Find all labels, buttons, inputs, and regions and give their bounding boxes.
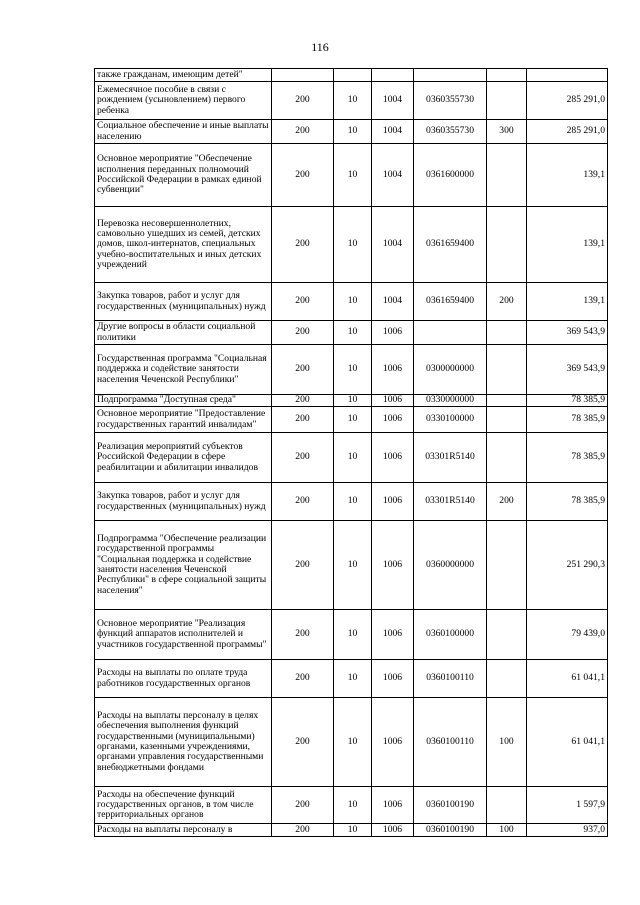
row-vr-cell xyxy=(487,610,527,660)
row-vr-cell xyxy=(487,144,527,207)
row-sum-cell xyxy=(527,69,608,82)
row-csr-cell: 0361659400 xyxy=(414,283,487,321)
row-rz-cell: 10 xyxy=(334,144,372,207)
row-csr-cell: 0360100190 xyxy=(414,824,487,837)
row-sum-cell: 139,1 xyxy=(527,144,608,207)
row-vr-cell: 300 xyxy=(487,120,527,144)
row-ved-cell: 200 xyxy=(272,321,334,345)
row-pr-cell: 1006 xyxy=(372,824,414,837)
row-csr-cell: 0360355730 xyxy=(414,82,487,120)
table-row xyxy=(95,69,608,82)
row-name-cell: Подпрограмма "Доступная среда" xyxy=(95,395,272,407)
page-number: 116 xyxy=(311,40,329,54)
row-ved-cell: 200 xyxy=(272,521,334,610)
row-name-cell: Расходы на обеспечение функций государственных органов, в том числе территориальных органов xyxy=(95,787,272,824)
row-ved-cell: 200 xyxy=(272,698,334,787)
budget-table xyxy=(94,68,608,837)
table-row xyxy=(95,483,608,521)
table-row xyxy=(95,660,608,698)
row-ved-cell: 200 xyxy=(272,345,334,395)
row-ved-cell: 200 xyxy=(272,660,334,698)
row-sum-cell: 285 291,0 xyxy=(527,82,608,120)
row-ved-cell: 200 xyxy=(272,787,334,824)
row-pr-cell: 1006 xyxy=(372,395,414,407)
row-csr-cell: 0330000000 xyxy=(414,395,487,407)
row-name-cell: Закупка товаров, работ и услуг для государственных (муниципальных) нужд xyxy=(95,283,272,321)
row-sum-cell: 251 290,3 xyxy=(527,521,608,610)
row-rz-cell: 10 xyxy=(334,321,372,345)
row-sum-cell: 79 439,0 xyxy=(527,610,608,660)
row-csr-cell: 03301R5140 xyxy=(414,483,487,521)
row-pr-cell: 1004 xyxy=(372,144,414,207)
row-pr-cell: 1006 xyxy=(372,321,414,345)
row-ved-cell: 200 xyxy=(272,395,334,407)
row-pr-cell: 1006 xyxy=(372,483,414,521)
table-row xyxy=(95,395,608,407)
row-name-cell: Социальное обеспечение и иные выплаты населению xyxy=(95,120,272,144)
row-vr-cell xyxy=(487,82,527,120)
row-vr-cell: 100 xyxy=(487,824,527,837)
row-csr-cell: 0360355730 xyxy=(414,120,487,144)
table-row xyxy=(95,321,608,345)
row-pr-cell: 1006 xyxy=(372,521,414,610)
row-ved-cell: 200 xyxy=(272,407,334,433)
row-sum-cell: 78 385,9 xyxy=(527,407,608,433)
row-name-cell: Ежемесячное пособие в связи с рождением (усыновлением) первого ребенка xyxy=(95,82,272,120)
row-vr-cell xyxy=(487,433,527,483)
row-rz-cell: 10 xyxy=(334,82,372,120)
row-vr-cell xyxy=(487,521,527,610)
row-vr-cell xyxy=(487,321,527,345)
table-row xyxy=(95,521,608,610)
table-row xyxy=(95,610,608,660)
row-rz-cell: 10 xyxy=(334,824,372,837)
row-pr-cell xyxy=(372,69,414,82)
row-sum-cell: 937,0 xyxy=(527,824,608,837)
row-name-cell: Закупка товаров, работ и услуг для государственных (муниципальных) нужд xyxy=(95,483,272,521)
row-csr-cell: 0360000000 xyxy=(414,521,487,610)
row-csr-cell: 0361600000 xyxy=(414,144,487,207)
row-sum-cell: 61 041,1 xyxy=(527,660,608,698)
row-rz-cell: 10 xyxy=(334,120,372,144)
row-rz-cell: 10 xyxy=(334,483,372,521)
table-row xyxy=(95,144,608,207)
row-vr-cell xyxy=(487,407,527,433)
row-vr-cell xyxy=(487,787,527,824)
row-vr-cell: 200 xyxy=(487,283,527,321)
row-rz-cell: 10 xyxy=(334,433,372,483)
row-vr-cell xyxy=(487,660,527,698)
row-rz-cell: 10 xyxy=(334,283,372,321)
row-ved-cell: 200 xyxy=(272,483,334,521)
row-vr-cell: 200 xyxy=(487,483,527,521)
table-row xyxy=(95,283,608,321)
row-vr-cell xyxy=(487,69,527,82)
budget-table-body xyxy=(95,69,608,837)
row-pr-cell: 1006 xyxy=(372,660,414,698)
row-pr-cell: 1006 xyxy=(372,345,414,395)
row-rz-cell: 10 xyxy=(334,407,372,433)
row-pr-cell: 1004 xyxy=(372,283,414,321)
row-rz-cell: 10 xyxy=(334,345,372,395)
row-vr-cell xyxy=(487,345,527,395)
row-rz-cell: 10 xyxy=(334,698,372,787)
row-name-cell: Расходы на выплаты персоналу в xyxy=(95,824,272,837)
row-name-cell: Расходы на выплаты персоналу в целях обеспечения выполнения функций государственными (муниципальными) органами, казенными учреждениями, органами управления государственными внебюджетными фондами xyxy=(95,698,272,787)
row-pr-cell: 1006 xyxy=(372,610,414,660)
row-rz-cell: 10 xyxy=(334,610,372,660)
row-rz-cell xyxy=(334,69,372,82)
table-row xyxy=(95,345,608,395)
row-name-cell: Реализация мероприятий субъектов Российской Федерации в сфере реабилитации и абилитации инвалидов xyxy=(95,433,272,483)
row-sum-cell: 1 597,9 xyxy=(527,787,608,824)
table-row xyxy=(95,787,608,824)
row-sum-cell: 369 543,9 xyxy=(527,321,608,345)
row-ved-cell: 200 xyxy=(272,433,334,483)
row-pr-cell: 1004 xyxy=(372,207,414,283)
row-sum-cell: 78 385,9 xyxy=(527,395,608,407)
row-name-cell: Основное мероприятие "Предоставление государственных гарантий инвалидам" xyxy=(95,407,272,433)
row-ved-cell xyxy=(272,69,334,82)
row-ved-cell: 200 xyxy=(272,144,334,207)
row-csr-cell: 0300000000 xyxy=(414,345,487,395)
row-pr-cell: 1006 xyxy=(372,698,414,787)
row-csr-cell xyxy=(414,69,487,82)
row-sum-cell: 78 385,9 xyxy=(527,433,608,483)
row-rz-cell: 10 xyxy=(334,207,372,283)
row-ved-cell: 200 xyxy=(272,610,334,660)
table-row xyxy=(95,82,608,120)
row-name-cell: Другие вопросы в области социальной политики xyxy=(95,321,272,345)
row-pr-cell: 1006 xyxy=(372,407,414,433)
row-rz-cell: 10 xyxy=(334,521,372,610)
row-ved-cell: 200 xyxy=(272,283,334,321)
table-row xyxy=(95,407,608,433)
row-sum-cell: 61 041,1 xyxy=(527,698,608,787)
table-row xyxy=(95,120,608,144)
row-csr-cell xyxy=(414,321,487,345)
table-row xyxy=(95,433,608,483)
table-row xyxy=(95,698,608,787)
row-pr-cell: 1006 xyxy=(372,433,414,483)
row-sum-cell: 139,1 xyxy=(527,207,608,283)
row-csr-cell: 0330100000 xyxy=(414,407,487,433)
row-ved-cell: 200 xyxy=(272,82,334,120)
row-sum-cell: 285 291,0 xyxy=(527,120,608,144)
row-rz-cell: 10 xyxy=(334,787,372,824)
row-name-cell: Расходы на выплаты по оплате труда работников государственных органов xyxy=(95,660,272,698)
row-pr-cell: 1006 xyxy=(372,787,414,824)
row-name-cell: также гражданам, имеющим детей" xyxy=(95,69,272,82)
row-rz-cell: 10 xyxy=(334,395,372,407)
row-ved-cell: 200 xyxy=(272,824,334,837)
row-vr-cell xyxy=(487,395,527,407)
row-csr-cell: 0360100190 xyxy=(414,787,487,824)
row-name-cell: Основное мероприятие "Обеспечение исполнения переданных полномочий Российской Федерации в рамках единой субвенции" xyxy=(95,144,272,207)
row-vr-cell xyxy=(487,207,527,283)
row-pr-cell: 1004 xyxy=(372,120,414,144)
row-csr-cell: 0361659400 xyxy=(414,207,487,283)
row-name-cell: Подпрограмма "Обеспечение реализации государственной программы "Социальная поддержка и содействие занятости населения Чеченской Республики" в сфере социальной защиты населения" xyxy=(95,521,272,610)
row-csr-cell: 0360100000 xyxy=(414,610,487,660)
row-rz-cell: 10 xyxy=(334,660,372,698)
row-ved-cell: 200 xyxy=(272,120,334,144)
row-csr-cell: 03301R5140 xyxy=(414,433,487,483)
row-name-cell: Перевозка несовершеннолетних, самовольно ушедших из семей, детских домов, школ-интернатов, специальных учебно-воспитательных и иных детских учреждений xyxy=(95,207,272,283)
row-name-cell: Государственная программа "Социальная поддержка и содействие занятости населения Чеченской Республики" xyxy=(95,345,272,395)
row-sum-cell: 78 385,9 xyxy=(527,483,608,521)
table-row xyxy=(95,207,608,283)
row-vr-cell: 100 xyxy=(487,698,527,787)
row-sum-cell: 369 543,9 xyxy=(527,345,608,395)
row-csr-cell: 0360100110 xyxy=(414,698,487,787)
table-row xyxy=(95,824,608,837)
row-sum-cell: 139,1 xyxy=(527,283,608,321)
row-ved-cell: 200 xyxy=(272,207,334,283)
row-pr-cell: 1004 xyxy=(372,82,414,120)
row-csr-cell: 0360100110 xyxy=(414,660,487,698)
row-name-cell: Основное мероприятие "Реализация функций аппаратов исполнителей и участников государственной программы" xyxy=(95,610,272,660)
